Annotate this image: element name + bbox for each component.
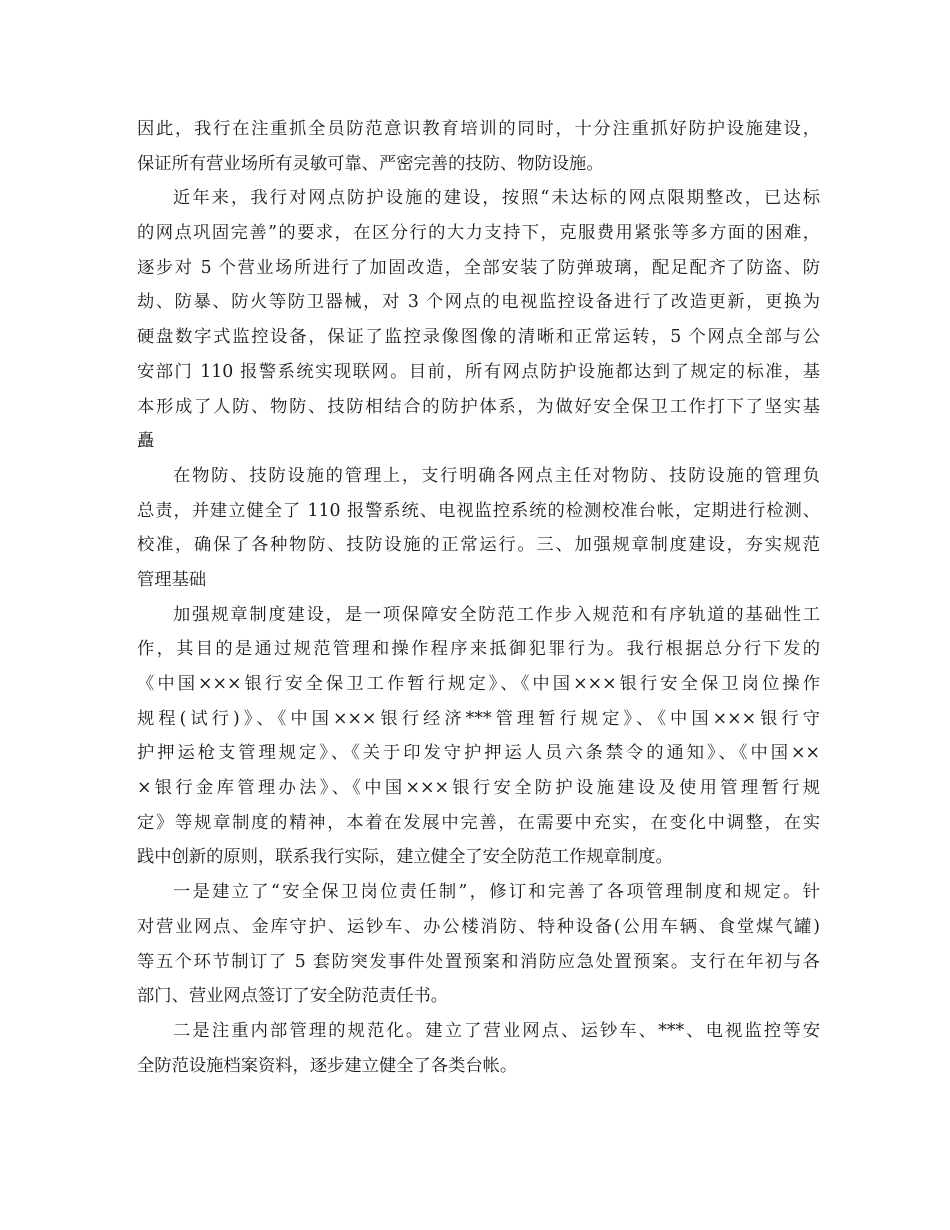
- text-line: 保证所有营业场所有灵敏可靠、严密完善的技防、物防设施。: [137, 153, 604, 174]
- text-line: 二是注重内部管理的规范化。建立了营业网点、运钞车、***、电视监控等安: [173, 1020, 820, 1041]
- text-line: 全防范设施档案资料，逐步建立健全了各类台帐。: [137, 1055, 518, 1076]
- text-line: 践中创新的原则，联系我行实际，建立健全了安全防范工作规章制度。: [137, 847, 673, 868]
- text-line: 护押运枪支管理规定》、《关于印发守护押运人员六条禁令的通知》、《中国××: [137, 743, 820, 764]
- text-line: 逐步对 5 个营业场所进行了加固改造，全部安装了防弹玻璃，配足配齐了防盗、防: [137, 257, 820, 278]
- text-line: 在物防、技防设施的管理上，支行明确各网点主任对物防、技防设施的管理负: [173, 465, 820, 486]
- document-body: [137, 112, 820, 1083]
- text-line: 加强规章制度建设，是一项保障安全防范工作步入规范和有序轨道的基础性工: [173, 604, 820, 625]
- text-line: 矗: [137, 431, 155, 452]
- text-line: 本形成了人防、物防、技防相结合的防护体系，为做好安全保卫工作打下了坚实基: [137, 396, 820, 417]
- text-line: 因此，我行在注重抓全员防范意识教育培训的同时，十分注重抓好防护设施建设，: [137, 119, 820, 139]
- text-line: 部门、营业网点签订了安全防范责任书。: [137, 986, 449, 1007]
- text-line: 《中国×××银行安全保卫工作暂行规定》、《中国×××银行安全保卫岗位操作: [137, 674, 820, 694]
- text-line: ×银行金库管理办法》、《中国×××银行安全防护设施建设及使用管理暂行规: [137, 778, 820, 799]
- text-line: 规程(试行)》、《中国×××银行经济***管理暂行规定》、《中国×××银行守: [137, 708, 820, 729]
- text-line: 对营业网点、金库守护、运钞车、办公楼消防、特种设备(公用车辆、食堂煤气罐): [137, 916, 820, 937]
- text-line: 校准，确保了各种物防、技防设施的正常运行。三、加强规章制度建设，夯实规范: [137, 535, 820, 556]
- text-line: 近年来，我行对网点防护设施的建设，按照“未达标的网点限期整改，已达标: [173, 188, 820, 209]
- text-line: 安部门 110 报警系统实现联网。目前，所有网点防护设施都达到了规定的标准，基: [137, 361, 820, 382]
- text-line: 定》等规章制度的精神，本着在发展中完善，在需要中充实，在变化中调整，在实: [137, 812, 820, 833]
- text-line: 劫、防暴、防火等防卫器械，对 3 个网点的电视监控设备进行了改造更新，更换为: [137, 292, 820, 313]
- text-line: 作，其目的是通过规范管理和操作程序来抵御犯罪行为。我行根据总分行下发的: [137, 639, 820, 660]
- text-line: 一是建立了“安全保卫岗位责任制”，修订和完善了各项管理制度和规定。针: [173, 882, 820, 903]
- text-line: 总责，并建立健全了 110 报警系统、电视监控系统的检测校准台帐，定期进行检测、: [137, 500, 820, 521]
- text-line: 等五个环节制订了 5 套防突发事件处置预案和消防应急处置预案。支行在年初与各: [137, 951, 820, 972]
- text-line: 的网点巩固完善”的要求，在区分行的大力支持下，克服费用紧张等多方面的困难，: [137, 223, 820, 244]
- text-line: 管理基础: [137, 569, 207, 590]
- text-line: 硬盘数字式监控设备，保证了监控录像图像的清晰和正常运转，5 个网点全部与公: [137, 327, 820, 348]
